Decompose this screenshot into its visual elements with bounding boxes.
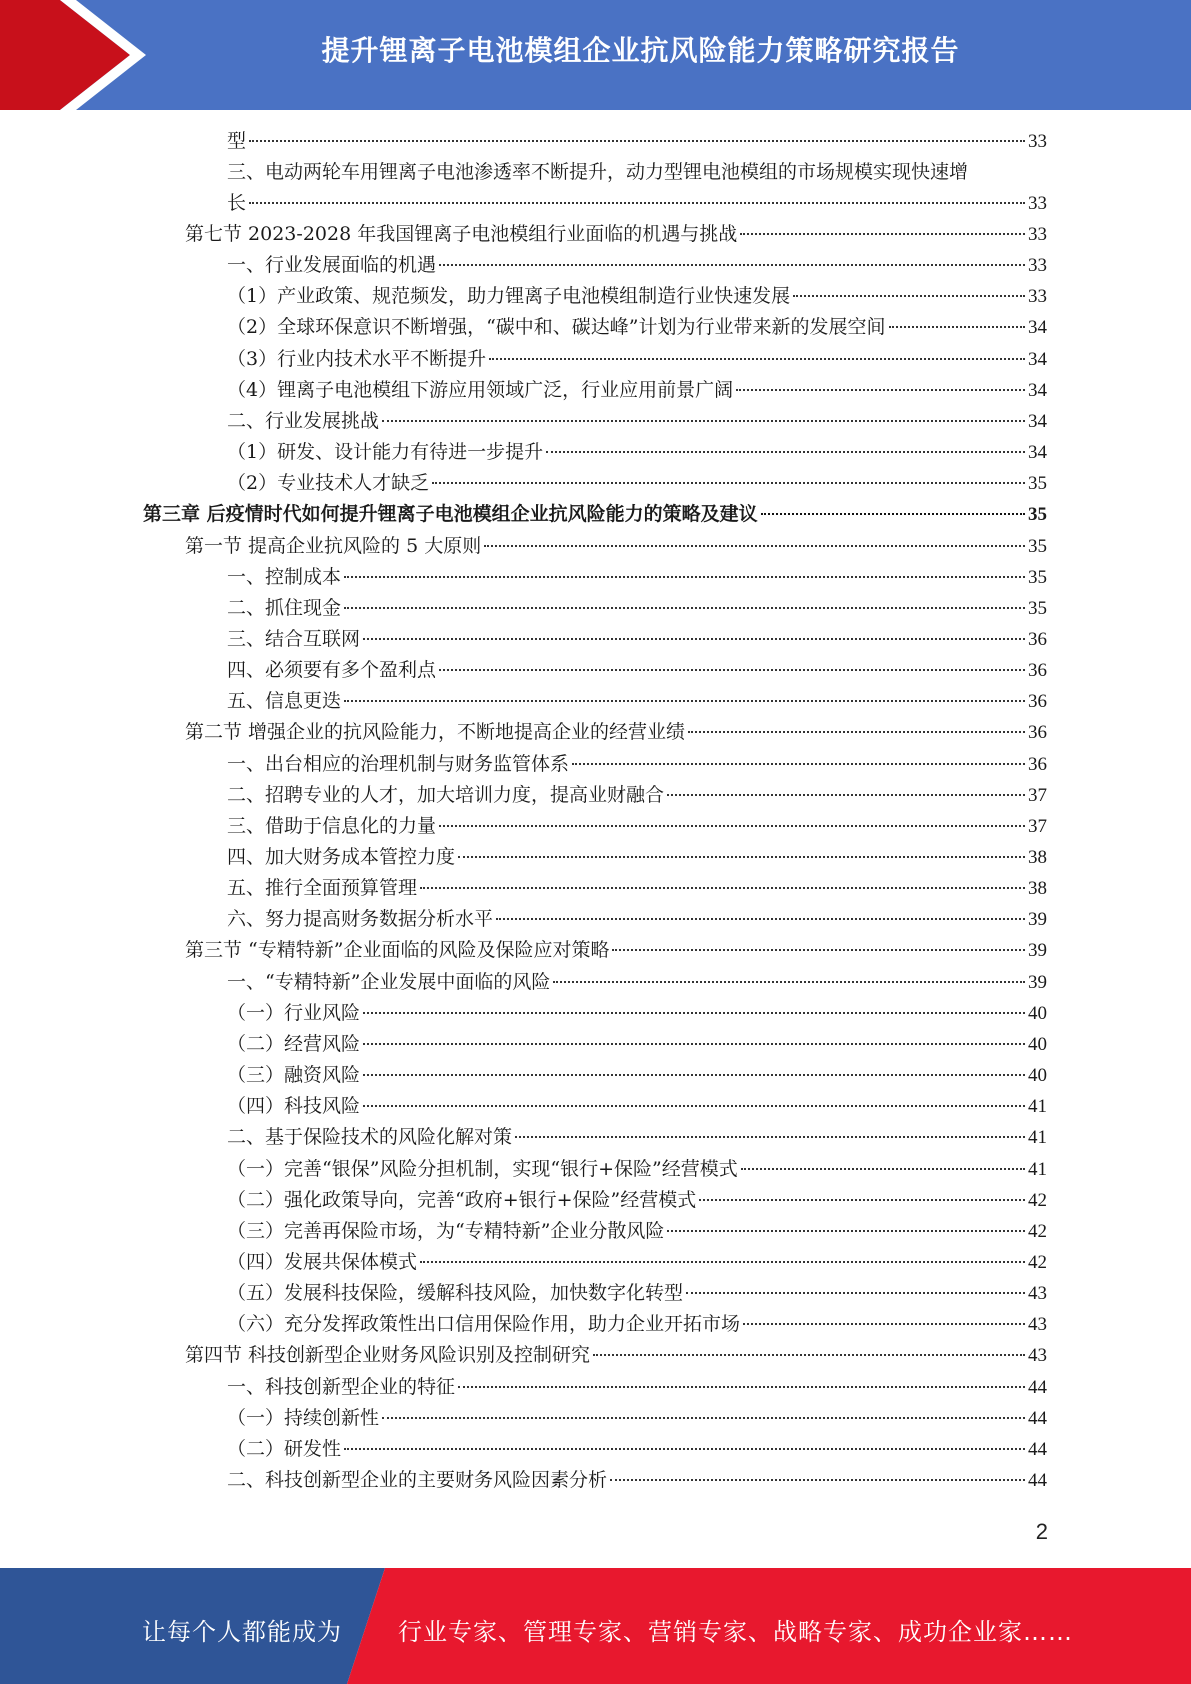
toc-entry-page: 36 bbox=[1028, 628, 1047, 650]
toc-entry-page: 35 bbox=[1028, 535, 1047, 557]
toc-entry-page: 43 bbox=[1028, 1314, 1047, 1336]
toc-entry-page: 35 bbox=[1028, 566, 1047, 588]
toc-dot-leader bbox=[546, 450, 1025, 453]
toc-dot-leader bbox=[761, 512, 1025, 515]
toc-entry-page: 41 bbox=[1028, 1096, 1047, 1118]
toc-entry[interactable] bbox=[227, 1309, 1047, 1340]
toc-entry-page: 40 bbox=[1028, 1033, 1047, 1055]
toc-dot-leader bbox=[667, 1229, 1025, 1232]
toc-entry-page: 34 bbox=[1028, 410, 1047, 432]
header-arrow-icon bbox=[0, 0, 160, 110]
toc-entry-page: 36 bbox=[1028, 722, 1047, 744]
toc-dot-leader bbox=[688, 730, 1025, 733]
toc-dot-leader bbox=[458, 1385, 1025, 1388]
toc-entry-title: 四、加大财务成本管控力度 bbox=[227, 846, 456, 868]
toc-entry[interactable] bbox=[227, 437, 1047, 468]
toc-dot-leader bbox=[363, 1042, 1025, 1045]
toc-dot-leader bbox=[344, 699, 1025, 702]
toc-entry-page: 40 bbox=[1028, 1002, 1047, 1024]
toc-dot-leader bbox=[420, 1260, 1025, 1263]
toc-entry-title: 二、行业发展挑战 bbox=[227, 409, 380, 432]
footer-slogan-right: 行业专家、管理专家、营销专家、战略专家、成功企业家…… bbox=[398, 1618, 1073, 1646]
toc-entry[interactable] bbox=[227, 811, 1047, 842]
toc-entry[interactable] bbox=[227, 873, 1047, 904]
toc-entry[interactable] bbox=[227, 468, 1047, 499]
toc-entry[interactable] bbox=[185, 717, 1047, 748]
toc-entry[interactable] bbox=[227, 780, 1047, 811]
toc-dot-leader bbox=[344, 1447, 1025, 1450]
toc-entry-page: 42 bbox=[1028, 1220, 1047, 1242]
toc-entry-page: 39 bbox=[1028, 909, 1047, 931]
toc-entry-page: 37 bbox=[1028, 815, 1047, 837]
toc-entry-title: 第二节 增强企业的抗风险能力，不断地提高企业的经营业绩 bbox=[185, 721, 686, 744]
toc-entry[interactable] bbox=[227, 250, 1047, 281]
toc-entry-page: 33 bbox=[1028, 193, 1047, 214]
toc-entry-title: （二）强化政策导向，完善“政府+银行+保险”经营模式 bbox=[227, 1188, 697, 1211]
toc-entry-page: 43 bbox=[1028, 1345, 1047, 1367]
toc-dot-leader bbox=[740, 232, 1025, 235]
toc-entry[interactable] bbox=[227, 1029, 1047, 1060]
toc-entry-title: （四）科技风险 bbox=[227, 1095, 361, 1118]
toc-entry[interactable] bbox=[227, 1122, 1047, 1153]
toc-entry-page: 41 bbox=[1028, 1158, 1047, 1180]
toc-entry-page: 33 bbox=[1028, 255, 1047, 277]
toc-entry-title: （三）完善再保险市场，为“专精特新”企业分散风险 bbox=[227, 1219, 665, 1242]
toc-entry[interactable] bbox=[227, 562, 1047, 593]
toc-entry-title: （2）全球环保意识不断增强，“碳中和、碳达峰”计划为行业带来新的发展空间 bbox=[227, 316, 886, 339]
toc-entry-title: 一、行业发展面临的机遇 bbox=[227, 254, 437, 277]
toc-entry-title: 第一节 提高企业抗风险的 5 大原则 bbox=[185, 534, 482, 557]
toc-entry-page: 33 bbox=[1028, 131, 1047, 152]
toc-dot-leader bbox=[382, 419, 1025, 422]
toc-dot-leader bbox=[612, 948, 1025, 951]
toc-entry-title: 第七节 2023-2028 年我国锂离子电池模组行业面临的机遇与挑战 bbox=[185, 223, 738, 245]
toc-entry-page: 36 bbox=[1028, 660, 1047, 682]
toc-dot-leader bbox=[439, 263, 1025, 266]
toc-entry[interactable] bbox=[227, 593, 1047, 624]
toc-entry-page: 34 bbox=[1028, 317, 1047, 339]
toc-dot-leader bbox=[249, 139, 1025, 142]
toc-entry-page: 44 bbox=[1028, 1376, 1047, 1398]
toc-entry-page: 36 bbox=[1028, 691, 1047, 713]
toc-entry-page: 44 bbox=[1028, 1438, 1047, 1460]
toc-entry-page: 44 bbox=[1028, 1407, 1047, 1429]
toc-entry[interactable] bbox=[227, 1154, 1047, 1185]
toc-entry[interactable] bbox=[227, 1216, 1047, 1247]
toc-entry-page: 41 bbox=[1028, 1127, 1047, 1149]
toc-dot-leader bbox=[458, 855, 1025, 858]
toc-dot-leader bbox=[553, 980, 1025, 983]
toc-entry[interactable] bbox=[227, 967, 1047, 998]
toc-dot-leader bbox=[484, 544, 1025, 547]
toc-dot-leader bbox=[610, 1478, 1025, 1481]
toc-entry[interactable] bbox=[227, 1434, 1047, 1465]
toc-entry[interactable] bbox=[185, 1340, 1047, 1371]
toc-entry-title: 五、信息更迭 bbox=[227, 690, 342, 713]
toc-entry[interactable] bbox=[227, 998, 1047, 1029]
toc-entry[interactable] bbox=[227, 749, 1047, 780]
toc-dot-leader bbox=[363, 1104, 1025, 1107]
toc-entry-title: （六）充分发挥政策性出口信用保险作用，助力企业开拓市场 bbox=[227, 1313, 741, 1336]
toc-entry[interactable] bbox=[227, 1278, 1047, 1309]
toc-entry-page: 44 bbox=[1028, 1470, 1047, 1491]
toc-entry-title: 一、“专精特新”企业发展中面临的风险 bbox=[227, 970, 551, 993]
toc-entry[interactable] bbox=[227, 1091, 1047, 1122]
toc-entry-page: 36 bbox=[1028, 753, 1047, 775]
toc-entry[interactable] bbox=[227, 1372, 1047, 1403]
footer-slogan-left: 让每个人都能成为 bbox=[142, 1618, 342, 1646]
toc-entry[interactable] bbox=[227, 281, 1047, 312]
toc-entry[interactable] bbox=[227, 842, 1047, 873]
toc-entry[interactable] bbox=[227, 126, 1047, 157]
toc-entry-title: （一）完善“银保”风险分担机制，实现“银行+保险”经营模式 bbox=[227, 1157, 738, 1180]
toc-entry-title: 第四节 科技创新型企业财务风险识别及控制研究 bbox=[185, 1344, 591, 1367]
toc-entry-page: 40 bbox=[1028, 1065, 1047, 1087]
toc-entry-title: 一、出台相应的治理机制与财务监管体系 bbox=[227, 752, 570, 775]
toc-entry-title: 三、借助于信息化的力量 bbox=[227, 814, 437, 837]
toc-entry-title: （一）行业风险 bbox=[227, 1001, 361, 1024]
report-title: 提升锂离子电池模组企业抗风险能力策略研究报告 bbox=[321, 34, 960, 67]
toc-entry[interactable] bbox=[227, 375, 1047, 406]
toc-entry-title: （1）产业政策、规范频发，助力锂离子电池模组制造行业快速发展 bbox=[227, 285, 791, 308]
toc-dot-leader bbox=[363, 637, 1025, 640]
toc-entry-title: 二、抓住现金 bbox=[227, 596, 342, 619]
toc-entry-title: （一）持续创新性 bbox=[227, 1406, 380, 1429]
toc-entry[interactable] bbox=[185, 531, 1047, 562]
toc-entry-title: （3）行业内技术水平不断提升 bbox=[227, 347, 487, 370]
toc-dot-leader bbox=[439, 824, 1025, 827]
toc-entry-title: 六、努力提高财务数据分析水平 bbox=[227, 908, 494, 931]
toc-entry[interactable] bbox=[227, 312, 1047, 343]
toc-dot-leader bbox=[344, 606, 1025, 609]
toc-entry[interactable] bbox=[227, 188, 1047, 219]
toc-dot-leader bbox=[432, 481, 1025, 484]
toc-entry-page: 35 bbox=[1028, 473, 1047, 495]
toc-entry-page: 43 bbox=[1028, 1283, 1047, 1305]
toc-dot-leader bbox=[420, 886, 1025, 889]
toc-entry-title: 长 bbox=[227, 192, 247, 214]
toc-entry-page: 34 bbox=[1028, 442, 1047, 464]
toc-entry-title: 型 bbox=[227, 130, 247, 152]
toc-entry-title: 四、必须要有多个盈利点 bbox=[227, 659, 437, 682]
toc-dot-leader bbox=[344, 575, 1025, 578]
toc-dot-leader bbox=[439, 668, 1025, 671]
toc-entry-page: 42 bbox=[1028, 1189, 1047, 1211]
toc-entry-page: 39 bbox=[1028, 971, 1047, 993]
toc-entry[interactable] bbox=[227, 344, 1047, 375]
toc-dot-leader bbox=[593, 1353, 1025, 1356]
toc-entry[interactable] bbox=[227, 1060, 1047, 1091]
toc-entry-title: （二）经营风险 bbox=[227, 1032, 361, 1055]
toc-entry-title: （三）融资风险 bbox=[227, 1064, 361, 1087]
toc-dot-leader bbox=[363, 1011, 1025, 1014]
toc-entry-page: 37 bbox=[1028, 784, 1047, 806]
toc-dot-leader bbox=[741, 1167, 1025, 1170]
toc-dot-leader bbox=[736, 388, 1025, 391]
toc-entry-title: （四）发展共保体模式 bbox=[227, 1250, 418, 1273]
toc-dot-leader bbox=[889, 325, 1025, 328]
toc-entry-title: （五）发展科技保险，缓解科技风险，加快数字化转型 bbox=[227, 1282, 684, 1305]
toc-entry[interactable] bbox=[227, 686, 1047, 717]
toc-entry[interactable] bbox=[227, 624, 1047, 655]
toc-entry-title: 二、招聘专业的人才，加大培训力度，提高业财融合 bbox=[227, 783, 665, 806]
toc-entry-title: 二、基于保险技术的风险化解对策 bbox=[227, 1126, 513, 1149]
toc-entry-page: 34 bbox=[1028, 379, 1047, 401]
toc-entry-title: 五、推行全面预算管理 bbox=[227, 877, 418, 900]
toc-entry-title: 第三节 “专精特新”企业面临的风险及保险应对策略 bbox=[185, 939, 610, 962]
page-number: 2 bbox=[1035, 1519, 1048, 1544]
toc-entry-title: 二、科技创新型企业的主要财务风险因素分析 bbox=[227, 1469, 608, 1491]
toc-entry[interactable] bbox=[227, 1185, 1047, 1216]
toc-entry-title: 三、结合互联网 bbox=[227, 627, 361, 650]
toc-entry-title: （2）专业技术人才缺乏 bbox=[227, 472, 430, 495]
toc-dot-leader bbox=[699, 1198, 1025, 1201]
toc-dot-leader bbox=[249, 201, 1025, 204]
toc-dot-leader bbox=[496, 917, 1025, 920]
toc-chapter-entry[interactable] bbox=[143, 499, 1047, 530]
toc-entry-page: 33 bbox=[1028, 286, 1047, 308]
toc-entry[interactable] bbox=[227, 406, 1047, 437]
toc-entry[interactable] bbox=[185, 935, 1047, 966]
header-band bbox=[0, 0, 1191, 110]
toc-dot-leader bbox=[572, 762, 1025, 765]
toc-dot-leader bbox=[489, 357, 1025, 360]
toc-entry[interactable] bbox=[227, 1465, 1047, 1496]
toc-entry-page: 35 bbox=[1028, 504, 1047, 526]
toc-entry-title: 一、科技创新型企业的特征 bbox=[227, 1375, 456, 1398]
toc-dot-leader bbox=[382, 1416, 1025, 1419]
toc-entry[interactable] bbox=[185, 219, 1047, 250]
toc-entry-title: （二）研发性 bbox=[227, 1437, 342, 1460]
toc-entry-title: （4）锂离子电池模组下游应用领域广泛，行业应用前景广阔 bbox=[227, 378, 734, 401]
toc-entry[interactable] bbox=[227, 904, 1047, 935]
toc-entry-title[interactable]: 三、电动两轮车用锂离子电池渗透率不断提升，动力型锂电池模组的市场规模实现快速增 bbox=[227, 161, 969, 183]
toc-entry[interactable] bbox=[227, 655, 1047, 686]
toc-entry[interactable] bbox=[227, 1403, 1047, 1434]
toc-dot-leader bbox=[686, 1291, 1025, 1294]
toc-entry-title: 一、控制成本 bbox=[227, 565, 342, 588]
toc-entry-page: 35 bbox=[1028, 597, 1047, 619]
toc-entry-page: 33 bbox=[1028, 224, 1047, 245]
toc-entry-page: 34 bbox=[1028, 348, 1047, 370]
toc-dot-leader bbox=[743, 1322, 1025, 1325]
toc-entry-page: 42 bbox=[1028, 1251, 1047, 1273]
toc-entry-page: 38 bbox=[1028, 847, 1047, 868]
toc-entry-title: 第三章 后疫情时代如何提升锂离子电池模组企业抗风险能力的策略及建议 bbox=[143, 503, 758, 526]
toc-entry-page: 39 bbox=[1028, 940, 1047, 962]
toc-dot-leader bbox=[515, 1135, 1025, 1138]
toc-entry[interactable] bbox=[227, 1247, 1047, 1278]
toc-dot-leader bbox=[793, 294, 1025, 297]
toc-entry-page: 38 bbox=[1028, 878, 1047, 900]
toc-dot-leader bbox=[363, 1073, 1025, 1076]
toc-dot-leader bbox=[667, 793, 1025, 796]
toc-entry-title: （1）研发、设计能力有待进一步提升 bbox=[227, 441, 544, 464]
